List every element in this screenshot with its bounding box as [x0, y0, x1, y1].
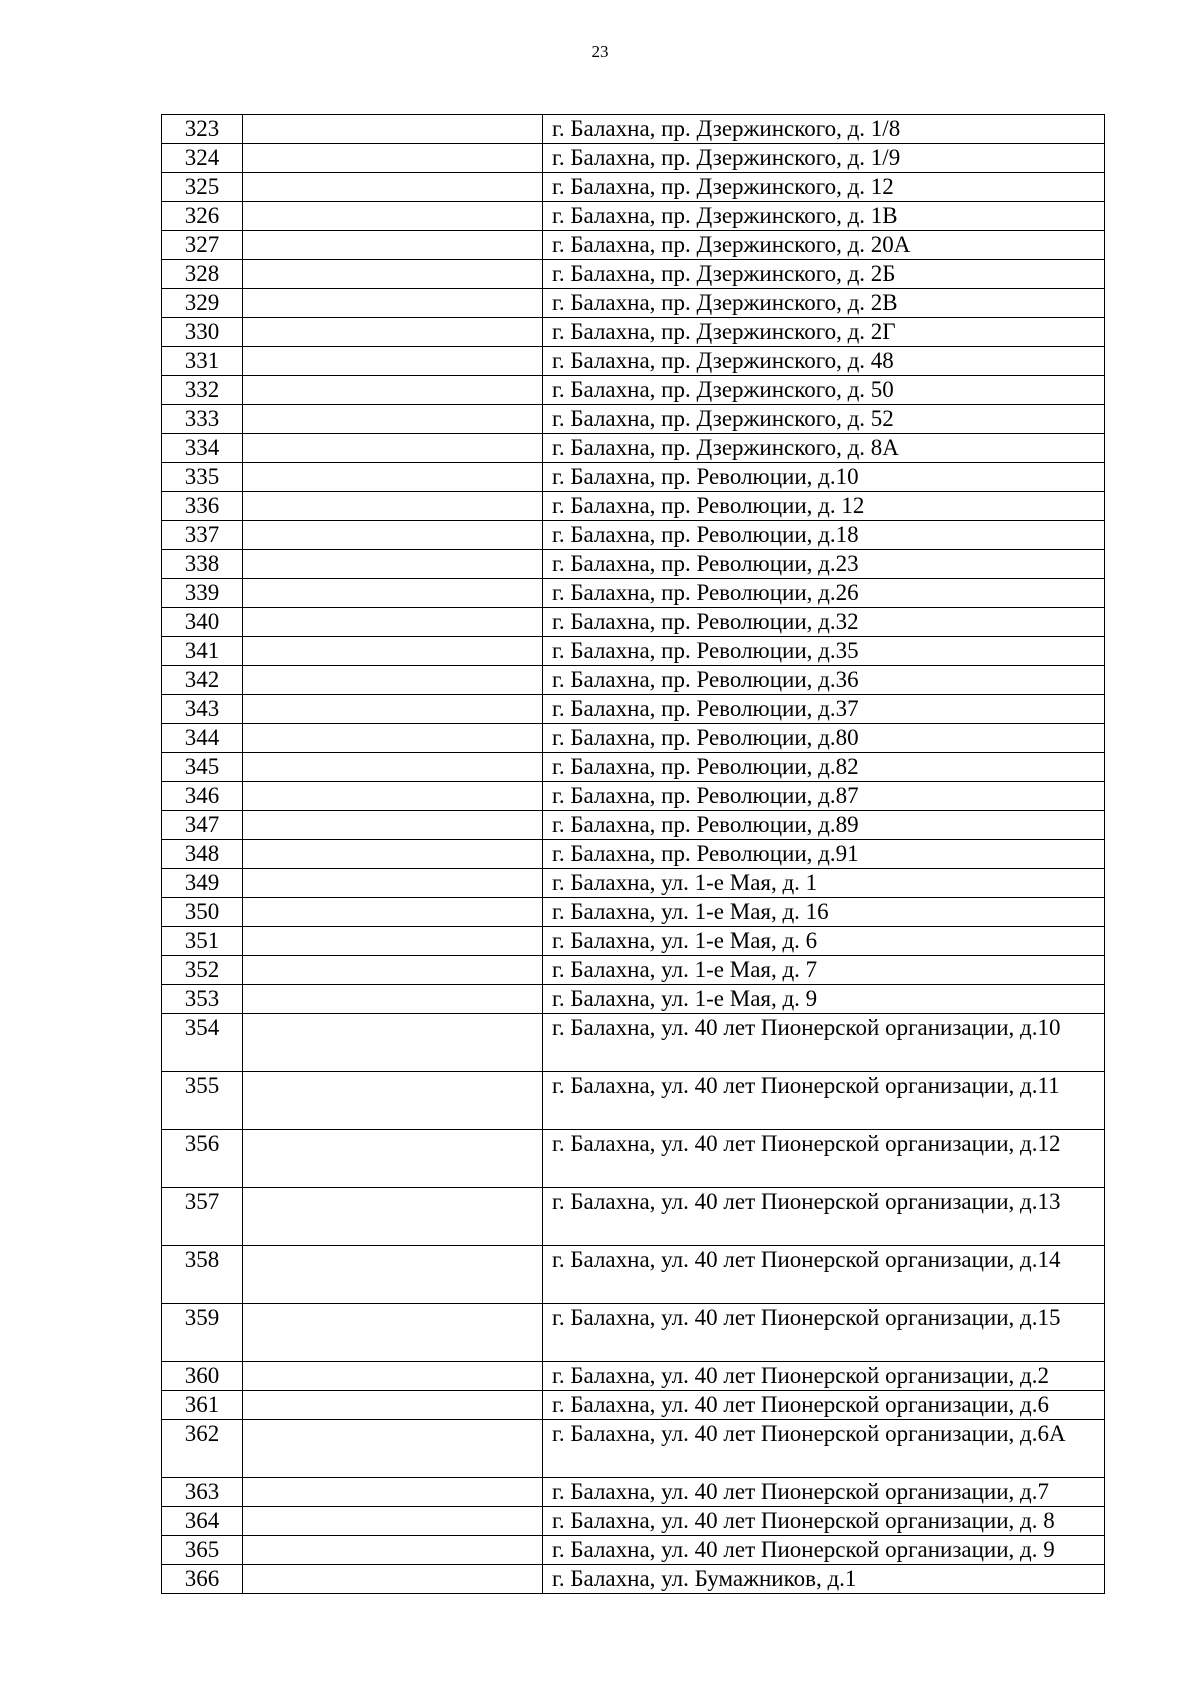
table-row: [162, 1362, 1105, 1391]
row-number: 366: [162, 1565, 243, 1594]
empty-cell: [243, 927, 543, 956]
table-row: [162, 1478, 1105, 1507]
empty-cell: [243, 898, 543, 927]
empty-cell: [243, 666, 543, 695]
row-number: 349: [162, 869, 243, 898]
table-row: [162, 869, 1105, 898]
table-row: [162, 260, 1105, 289]
row-number: 364: [162, 1507, 243, 1536]
address-cell: г. Балахна, ул. 40 лет Пионерской организации, д.6А: [543, 1420, 1105, 1478]
table-row: [162, 579, 1105, 608]
row-number: 351: [162, 927, 243, 956]
address-cell: г. Балахна, пр. Революции, д.23: [543, 550, 1105, 579]
address-cell: г. Балахна, пр. Революции, д.32: [543, 608, 1105, 637]
address-cell: г. Балахна, пр. Дзержинского, д. 2В: [543, 289, 1105, 318]
empty-cell: [243, 405, 543, 434]
row-number: 359: [162, 1304, 243, 1362]
empty-cell: [243, 724, 543, 753]
address-cell: г. Балахна, пр. Дзержинского, д. 12: [543, 173, 1105, 202]
table-row: [162, 144, 1105, 173]
address-cell: г. Балахна, пр. Революции, д. 12: [543, 492, 1105, 521]
address-cell: г. Балахна, ул. 1-е Мая, д. 16: [543, 898, 1105, 927]
table-row: [162, 985, 1105, 1014]
empty-cell: [243, 608, 543, 637]
table-row: [162, 347, 1105, 376]
row-number: 341: [162, 637, 243, 666]
row-number: 363: [162, 1478, 243, 1507]
table-row: [162, 521, 1105, 550]
row-number: 365: [162, 1536, 243, 1565]
address-cell: г. Балахна, пр. Революции, д.36: [543, 666, 1105, 695]
table-row: [162, 289, 1105, 318]
empty-cell: [243, 1362, 543, 1391]
empty-cell: [243, 492, 543, 521]
address-cell: г. Балахна, ул. 40 лет Пионерской организации, д. 8: [543, 1507, 1105, 1536]
table-row: [162, 927, 1105, 956]
table-row: [162, 1072, 1105, 1130]
row-number: 356: [162, 1130, 243, 1188]
table-row: [162, 1391, 1105, 1420]
table-row: [162, 202, 1105, 231]
row-number: 337: [162, 521, 243, 550]
empty-cell: [243, 202, 543, 231]
row-number: 344: [162, 724, 243, 753]
row-number: 343: [162, 695, 243, 724]
table-row: [162, 434, 1105, 463]
table-row: [162, 1014, 1105, 1072]
table-row: [162, 115, 1105, 144]
address-cell: г. Балахна, пр. Революции, д.87: [543, 782, 1105, 811]
row-number: 329: [162, 289, 243, 318]
row-number: 339: [162, 579, 243, 608]
row-number: 346: [162, 782, 243, 811]
row-number: 334: [162, 434, 243, 463]
empty-cell: [243, 985, 543, 1014]
address-cell: г. Балахна, пр. Дзержинского, д. 8А: [543, 434, 1105, 463]
table-row: [162, 1130, 1105, 1188]
table-row: [162, 637, 1105, 666]
empty-cell: [243, 782, 543, 811]
address-cell: г. Балахна, ул. Бумажников, д.1: [543, 1565, 1105, 1594]
address-cell: г. Балахна, ул. 40 лет Пионерской организации, д.14: [543, 1246, 1105, 1304]
table-row: [162, 1246, 1105, 1304]
table-row: [162, 695, 1105, 724]
address-cell: г. Балахна, пр. Революции, д.82: [543, 753, 1105, 782]
row-number: 347: [162, 811, 243, 840]
address-cell: г. Балахна, пр. Дзержинского, д. 1/9: [543, 144, 1105, 173]
address-table-body: [162, 115, 1105, 1594]
table-row: [162, 753, 1105, 782]
empty-cell: [243, 1478, 543, 1507]
row-number: 350: [162, 898, 243, 927]
address-cell: г. Балахна, ул. 1-е Мая, д. 6: [543, 927, 1105, 956]
table-row: [162, 1565, 1105, 1594]
address-cell: г. Балахна, ул. 40 лет Пионерской организации, д.6: [543, 1391, 1105, 1420]
address-cell: г. Балахна, пр. Дзержинского, д. 1/8: [543, 115, 1105, 144]
table-row: [162, 405, 1105, 434]
address-cell: г. Балахна, ул. 40 лет Пионерской организации, д.11: [543, 1072, 1105, 1130]
empty-cell: [243, 840, 543, 869]
row-number: 327: [162, 231, 243, 260]
empty-cell: [243, 579, 543, 608]
address-cell: г. Балахна, ул. 40 лет Пионерской организации, д.12: [543, 1130, 1105, 1188]
address-cell: г. Балахна, пр. Революции, д.91: [543, 840, 1105, 869]
empty-cell: [243, 1014, 543, 1072]
table-row: [162, 811, 1105, 840]
row-number: 323: [162, 115, 243, 144]
address-cell: г. Балахна, ул. 40 лет Пионерской организации, д.10: [543, 1014, 1105, 1072]
empty-cell: [243, 811, 543, 840]
empty-cell: [243, 231, 543, 260]
table-row: [162, 1188, 1105, 1246]
row-number: 325: [162, 173, 243, 202]
empty-cell: [243, 1072, 543, 1130]
table-row: [162, 956, 1105, 985]
row-number: 332: [162, 376, 243, 405]
row-number: 342: [162, 666, 243, 695]
table-row: [162, 463, 1105, 492]
address-cell: г. Балахна, ул. 40 лет Пионерской организации, д.15: [543, 1304, 1105, 1362]
empty-cell: [243, 1130, 543, 1188]
empty-cell: [243, 637, 543, 666]
table-row: [162, 492, 1105, 521]
row-number: 348: [162, 840, 243, 869]
address-cell: г. Балахна, пр. Дзержинского, д. 2Г: [543, 318, 1105, 347]
address-cell: г. Балахна, пр. Дзержинского, д. 2Б: [543, 260, 1105, 289]
address-cell: г. Балахна, пр. Революции, д.26: [543, 579, 1105, 608]
empty-cell: [243, 376, 543, 405]
row-number: 336: [162, 492, 243, 521]
address-cell: г. Балахна, ул. 40 лет Пионерской организации, д. 9: [543, 1536, 1105, 1565]
row-number: 331: [162, 347, 243, 376]
address-table: [161, 114, 1105, 1594]
table-row: [162, 1420, 1105, 1478]
row-number: 328: [162, 260, 243, 289]
address-cell: г. Балахна, пр. Революции, д.18: [543, 521, 1105, 550]
address-cell: г. Балахна, ул. 1-е Мая, д. 7: [543, 956, 1105, 985]
address-cell: г. Балахна, пр. Революции, д.37: [543, 695, 1105, 724]
empty-cell: [243, 1507, 543, 1536]
row-number: 338: [162, 550, 243, 579]
empty-cell: [243, 695, 543, 724]
row-number: 335: [162, 463, 243, 492]
table-row: [162, 318, 1105, 347]
empty-cell: [243, 173, 543, 202]
empty-cell: [243, 463, 543, 492]
row-number: 355: [162, 1072, 243, 1130]
table-row: [162, 550, 1105, 579]
address-cell: г. Балахна, пр. Революции, д.89: [543, 811, 1105, 840]
row-number: 324: [162, 144, 243, 173]
empty-cell: [243, 144, 543, 173]
table-row: [162, 173, 1105, 202]
empty-cell: [243, 347, 543, 376]
empty-cell: [243, 753, 543, 782]
page-number: 23: [591, 42, 609, 61]
address-cell: г. Балахна, ул. 1-е Мая, д. 1: [543, 869, 1105, 898]
row-number: 340: [162, 608, 243, 637]
empty-cell: [243, 1420, 543, 1478]
empty-cell: [243, 1188, 543, 1246]
address-cell: г. Балахна, пр. Революции, д.10: [543, 463, 1105, 492]
row-number: 354: [162, 1014, 243, 1072]
table-row: [162, 666, 1105, 695]
row-number: 326: [162, 202, 243, 231]
row-number: 353: [162, 985, 243, 1014]
table-row: [162, 608, 1105, 637]
address-cell: г. Балахна, пр. Дзержинского, д. 48: [543, 347, 1105, 376]
address-cell: г. Балахна, пр. Дзержинского, д. 50: [543, 376, 1105, 405]
row-number: 352: [162, 956, 243, 985]
row-number: 357: [162, 1188, 243, 1246]
empty-cell: [243, 434, 543, 463]
address-cell: г. Балахна, пр. Революции, д.80: [543, 724, 1105, 753]
table-row: [162, 1507, 1105, 1536]
empty-cell: [243, 260, 543, 289]
address-cell: г. Балахна, пр. Дзержинского, д. 1В: [543, 202, 1105, 231]
table-row: [162, 840, 1105, 869]
empty-cell: [243, 1391, 543, 1420]
empty-cell: [243, 1536, 543, 1565]
empty-cell: [243, 289, 543, 318]
row-number: 360: [162, 1362, 243, 1391]
address-cell: г. Балахна, пр. Революции, д.35: [543, 637, 1105, 666]
empty-cell: [243, 1565, 543, 1594]
address-cell: г. Балахна, ул. 40 лет Пионерской организации, д.7: [543, 1478, 1105, 1507]
address-cell: г. Балахна, ул. 40 лет Пионерской организации, д.13: [543, 1188, 1105, 1246]
table-row: [162, 376, 1105, 405]
table-row: [162, 1304, 1105, 1362]
address-cell: г. Балахна, пр. Дзержинского, д. 52: [543, 405, 1105, 434]
empty-cell: [243, 956, 543, 985]
row-number: 358: [162, 1246, 243, 1304]
empty-cell: [243, 550, 543, 579]
address-cell: г. Балахна, пр. Дзержинского, д. 20А: [543, 231, 1105, 260]
table-row: [162, 231, 1105, 260]
address-cell: г. Балахна, ул. 40 лет Пионерской организации, д.2: [543, 1362, 1105, 1391]
empty-cell: [243, 869, 543, 898]
row-number: 362: [162, 1420, 243, 1478]
empty-cell: [243, 318, 543, 347]
table-row: [162, 898, 1105, 927]
row-number: 345: [162, 753, 243, 782]
empty-cell: [243, 1246, 543, 1304]
empty-cell: [243, 115, 543, 144]
address-cell: г. Балахна, ул. 1-е Мая, д. 9: [543, 985, 1105, 1014]
row-number: 361: [162, 1391, 243, 1420]
row-number: 330: [162, 318, 243, 347]
row-number: 333: [162, 405, 243, 434]
table-row: [162, 782, 1105, 811]
empty-cell: [243, 1304, 543, 1362]
table-row: [162, 724, 1105, 753]
table-row: [162, 1536, 1105, 1565]
empty-cell: [243, 521, 543, 550]
